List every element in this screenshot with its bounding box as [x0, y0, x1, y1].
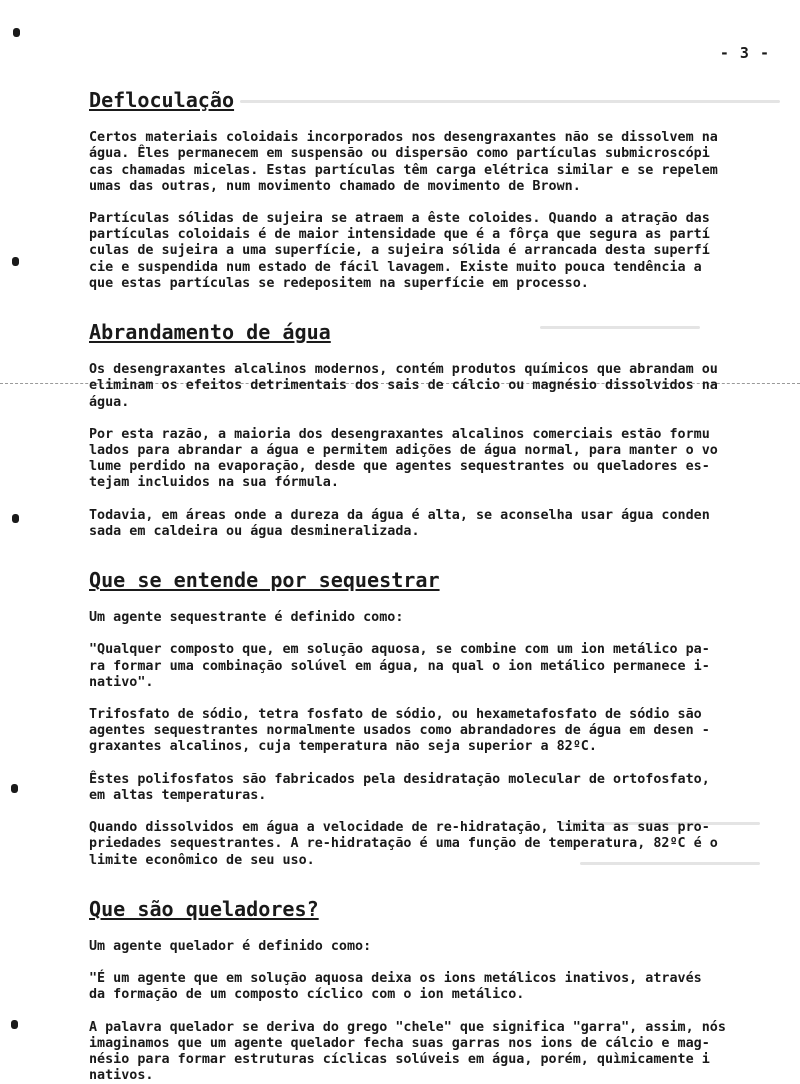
section-heading-defloculacao: Defloculação — [89, 88, 235, 112]
paragraph: Os desengraxantes alcalinos modernos, contém produtos químicos que abrandam ou eliminam os efeitos detrimentais dos sais de cálcio ou magnésio dissolvidos na água. — [89, 362, 718, 410]
paragraph: Trifosfato de sódio, tetra fosfato de sódio, ou hexametafosfato de sódio são agentes sequestrantes normalmente usados como abrandadores de água em desen - graxantes alcalinos, cuja temperatura não seja superior a 82ºC. — [89, 707, 710, 755]
binder-hole-mark — [11, 1020, 18, 1029]
section-heading-abrandamento: Abrandamento de água — [89, 320, 331, 345]
paragraph: Um agente quelador é definido como: — [89, 938, 372, 954]
paragraph: Certos materiais coloidais incorporados nos desengraxantes não se dissolvem na água. Êles permanecem em suspensão ou dispersão como partículas submicroscópi cas chamadas micelas. Estas partículas têm carga elétrica similar e se repelem umas das outras, num movimento chamado de movimento de Brown. — [89, 130, 718, 194]
paragraph: A palavra quelador se deriva do grego "chele" que significa "garra", assim, nós imaginamos que um agente quelador fecha suas garras nos ions de cálcio e mag- nésio para formar estruturas cíclicas solúveis em água, porém, quìmicamente i nativos. — [89, 1019, 726, 1084]
document-body — [89, 88, 779, 1084]
paragraph: "É um agente que em solução aquosa deixa os ions metálicos inativos, através da formação de um composto cíclico com o ion metálico. — [89, 971, 702, 1003]
binder-hole-mark — [11, 784, 18, 793]
paragraph: Êstes polifosfatos são fabricados pela desidratação molecular de ortofosfato, em altas temperaturas. — [89, 771, 710, 803]
paragraph: Por esta razão, a maioria dos desengraxantes alcalinos comerciais estão formu lados para abrandar a água e permitem adições de água normal, para manter o vo lume perdido na evaporação, desde que agentes sequestrantes ou queladores es- tejam incluidos na sua fórmula. — [89, 426, 718, 491]
page-number: - 3 - — [719, 44, 770, 62]
paragraph: "Qualquer composto que, em solução aquosa, se combine com um ion metálico pa- ra formar uma combinação solúvel em água, na qual o ion metálico permanece i- nativo". — [89, 642, 710, 690]
paragraph: Todavia, em áreas onde a dureza da água é alta, se aconselha usar água conden sada em caldeira ou água desmineralizada. — [89, 507, 710, 539]
binder-hole-mark — [13, 28, 20, 37]
binder-hole-mark — [12, 514, 19, 523]
paragraph: Um agente sequestrante é definido como: — [89, 610, 404, 626]
paragraph: Partículas sólidas de sujeira se atraem a êste coloides. Quando a atração das partículas coloidais é de maior intensidade que é a fôrça que segura as partí culas de sujeira a uma superfície, a sujeira sólida é arrancada desta superfí cie e suspendida num estado de fácil lavagem. Existe muito pouca tendência a que estas partículas se redepositem na superfície em processo. — [89, 211, 710, 291]
section-heading-queladores: Que são queladores? — [89, 896, 319, 921]
section-heading-sequestrar: Que se entende por sequestrar — [89, 568, 440, 593]
binder-hole-mark — [12, 257, 19, 266]
paragraph: Quando dissolvidos em água a velocidade de re-hidratação, limita as suas pro- priedades sequestrantes. A re-hidratação é uma função de temperatura, 82ºC é o limite econômico de seu uso. — [89, 820, 718, 868]
